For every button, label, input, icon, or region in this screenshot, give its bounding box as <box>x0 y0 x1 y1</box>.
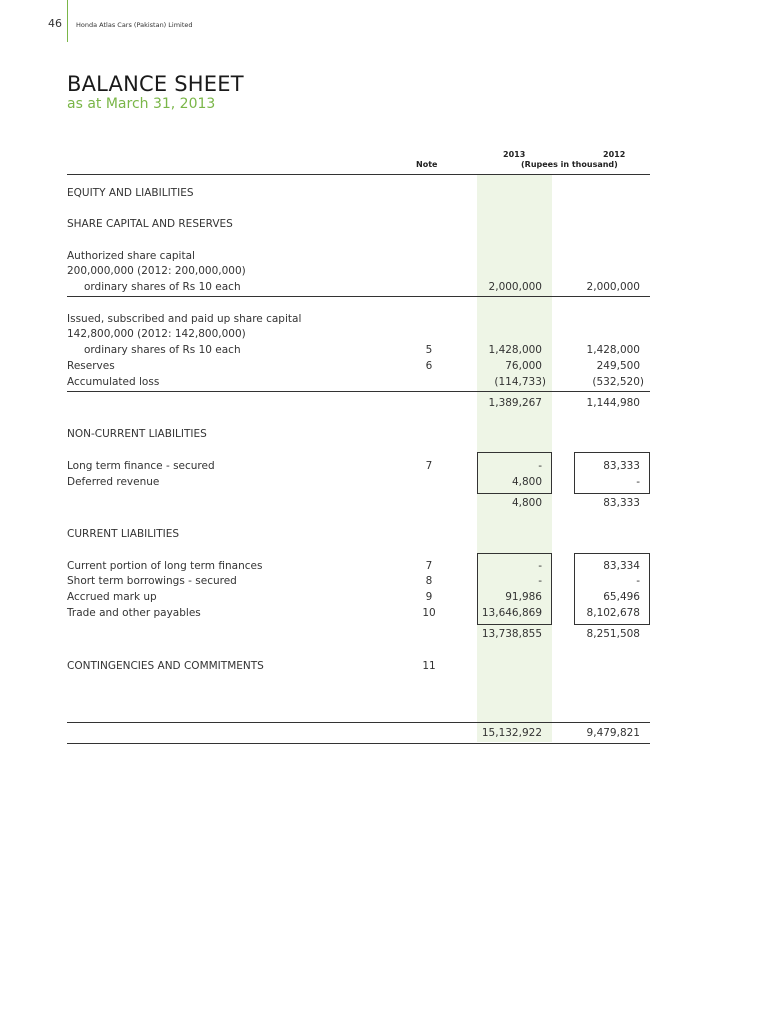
reserves-label: Reserves <box>67 360 115 372</box>
accrued-markup-note: 9 <box>425 591 433 603</box>
long-term-finance-label: Long term finance - secured <box>67 460 215 472</box>
trade-payables-label: Trade and other payables <box>67 607 201 619</box>
trade-payables-note: 10 <box>422 607 436 619</box>
authorized-value-2013: 2,000,000 <box>488 281 542 293</box>
short-term-borrowings-label: Short term borrowings - secured <box>67 575 237 587</box>
short-term-borrowings-value-2013: - <box>538 575 542 587</box>
current-portion-value-2012: 83,334 <box>603 560 640 572</box>
deferred-revenue-value-2012: - <box>636 476 640 488</box>
trade-payables-value-2012: 8,102,678 <box>586 607 640 619</box>
non-current-total-2012: 83,333 <box>603 497 640 509</box>
issued-label-1: Issued, subscribed and paid up share capital <box>67 313 302 325</box>
header-rule <box>67 174 650 175</box>
section-contingencies: CONTINGENCIES AND COMMITMENTS <box>67 660 264 672</box>
equity-rule <box>67 391 650 392</box>
trade-payables-value-2013: 13,646,869 <box>481 607 542 619</box>
deferred-revenue-label: Deferred revenue <box>67 476 160 488</box>
current-total-2013: 13,738,855 <box>481 628 542 640</box>
column-header-unit: (Rupees in thousand) <box>521 160 618 169</box>
long-term-finance-value-2013: - <box>538 460 542 472</box>
contingencies-note: 11 <box>422 660 436 672</box>
section-non-current-liabilities: NON-CURRENT LIABILITIES <box>67 428 207 440</box>
column-header-2013: 2013 <box>503 150 526 159</box>
equity-total-2013: 1,389,267 <box>488 397 542 409</box>
authorized-label-2: 200,000,000 (2012: 200,000,000) <box>67 265 246 277</box>
section-equity-liabilities: EQUITY AND LIABILITIES <box>67 187 194 199</box>
issued-value-2013: 1,428,000 <box>488 344 542 356</box>
issued-label-3: ordinary shares of Rs 10 each <box>84 344 241 356</box>
authorized-label-1: Authorized share capital <box>67 250 195 262</box>
short-term-borrowings-value-2012: - <box>636 575 640 587</box>
long-term-finance-note: 7 <box>425 460 433 472</box>
accrued-markup-label: Accrued mark up <box>67 591 157 603</box>
deferred-revenue-value-2013: 4,800 <box>511 476 542 488</box>
current-portion-value-2013: - <box>538 560 542 572</box>
page-number: 46 <box>48 17 62 30</box>
authorized-label-3: ordinary shares of Rs 10 each <box>84 281 241 293</box>
long-term-finance-value-2012: 83,333 <box>603 460 640 472</box>
page-title: BALANCE SHEET <box>67 72 244 96</box>
issued-note: 5 <box>425 344 433 356</box>
grand-total-2012: 9,479,821 <box>586 727 640 739</box>
header-divider <box>67 0 68 42</box>
authorized-rule <box>67 296 650 297</box>
non-current-total-2013: 4,800 <box>511 497 542 509</box>
grand-total-2013: 15,132,922 <box>481 727 542 739</box>
accumulated-loss-value-2013: (114,733) <box>494 376 546 388</box>
accumulated-loss-value-2012: (532,520) <box>592 376 644 388</box>
short-term-borrowings-note: 8 <box>425 575 433 587</box>
reserves-note: 6 <box>425 360 433 372</box>
issued-label-2: 142,800,000 (2012: 142,800,000) <box>67 328 246 340</box>
reserves-value-2012: 249,500 <box>596 360 640 372</box>
accrued-markup-value-2013: 91,986 <box>505 591 542 603</box>
current-total-2012: 8,251,508 <box>586 628 640 640</box>
company-name: Honda Atlas Cars (Pakistan) Limited <box>76 21 193 29</box>
column-header-note: Note <box>416 160 438 169</box>
section-current-liabilities: CURRENT LIABILITIES <box>67 528 180 540</box>
current-portion-note: 7 <box>425 560 433 572</box>
section-share-capital-reserves: SHARE CAPITAL AND RESERVES <box>67 218 233 230</box>
authorized-value-2012: 2,000,000 <box>586 281 640 293</box>
reserves-value-2013: 76,000 <box>505 360 542 372</box>
column-header-2012: 2012 <box>603 150 626 159</box>
page-subtitle: as at March 31, 2013 <box>67 96 216 112</box>
issued-value-2012: 1,428,000 <box>586 344 640 356</box>
equity-total-2012: 1,144,980 <box>586 397 640 409</box>
current-portion-label: Current portion of long term finances <box>67 560 263 572</box>
accumulated-loss-label: Accumulated loss <box>67 376 160 388</box>
grand-total-bottom-rule <box>67 743 650 744</box>
grand-total-top-rule <box>67 722 650 723</box>
accrued-markup-value-2012: 65,496 <box>603 591 640 603</box>
